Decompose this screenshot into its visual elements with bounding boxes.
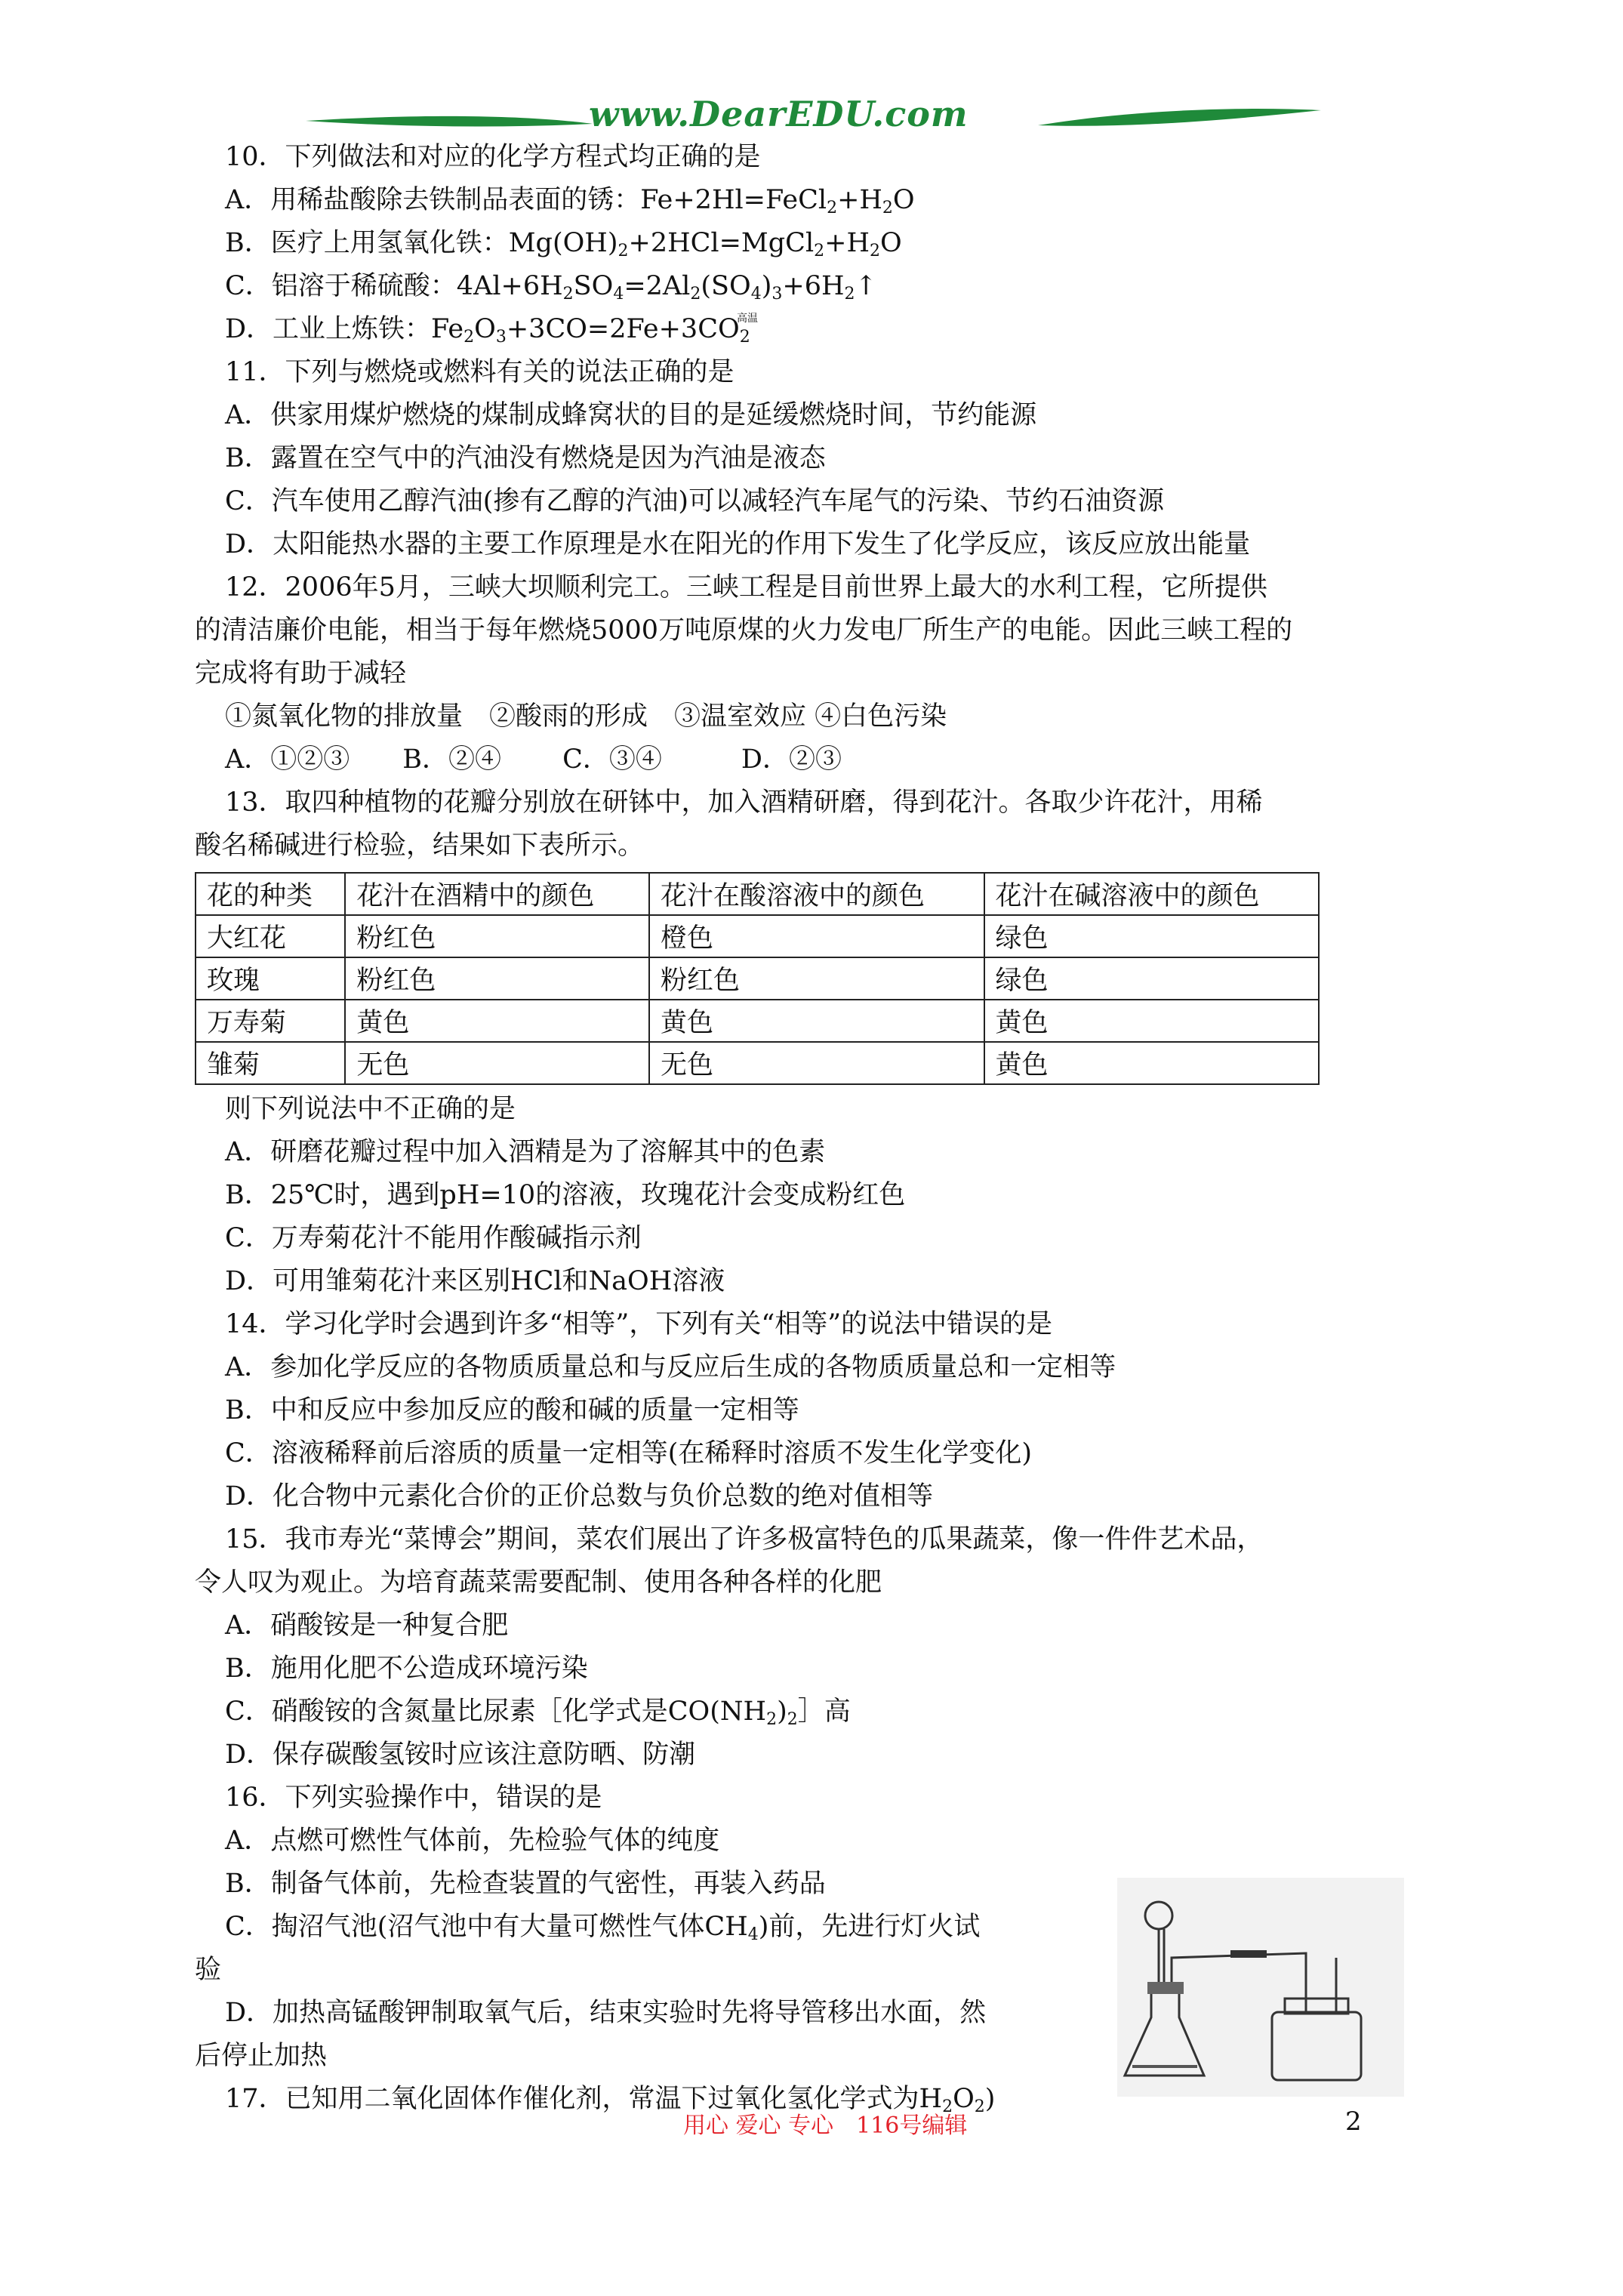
- table-cell: 黄色: [345, 1000, 649, 1042]
- q13-stem-2: 酸名稀碱进行检验，结果如下表所示。: [195, 831, 645, 861]
- q10-stem: 10．下列做法和对应的化学方程式均正确的是: [225, 142, 761, 172]
- q11-option-b: B．露置在空气中的汽油没有燃烧是因为汽油是液态: [225, 443, 826, 473]
- q14-stem: 14．学习化学时会遇到许多“相等”，下列有关“相等”的说法中错误的是: [225, 1309, 1053, 1339]
- q14-option-d: D．化合物中元素化合价的正价总数与负价总数的绝对值相等: [225, 1481, 934, 1512]
- site-url-logo: www.DearEDU.com: [589, 94, 969, 134]
- table-header-cell: 花汁在酸溶液中的颜色: [649, 873, 984, 915]
- q10-option-a: A．用稀盐酸除去铁制品表面的锈：$Fe+2Hl=FeCl_2+H_2O$: [225, 185, 915, 217]
- q13-option-d: D．可用雏菊花汁来区别HCl和NaOH溶液: [225, 1266, 725, 1296]
- q13-option-c: C．万寿菊花汁不能用作酸碱指示剂: [225, 1223, 642, 1253]
- q16-stem: 16．下列实验操作中，错误的是: [225, 1783, 602, 1813]
- q12-stem-1: 12．2006年5月，三峡大坝顺利完工。三峡工程是目前世界上最大的水利工程，它所提供: [225, 572, 1267, 603]
- table-cell: 橙色: [649, 915, 984, 957]
- q11-option-d: D．太阳能热水器的主要工作原理是水在阳光的作用下发生了化学反应，该反应放出能量: [225, 529, 1251, 559]
- lab-apparatus-image: [1117, 1878, 1404, 2097]
- table-cell: 绿色: [984, 957, 1320, 1000]
- table-cell: 万寿菊: [196, 1000, 345, 1042]
- q12-stem-3: 完成将有助于减轻: [195, 658, 407, 689]
- table-row: [196, 915, 1319, 957]
- table-header-cell: 花的种类: [196, 873, 345, 915]
- q16-option-d-2: 后停止加热: [195, 2041, 328, 2071]
- table-row: [196, 957, 1319, 1000]
- table-header-row: [196, 873, 1319, 915]
- q12-items: ①氮氧化物的排放量 ②酸雨的形成 ③温室效应 ④白色污染: [225, 701, 947, 732]
- q13-after: 则下列说法中不正确的是: [225, 1094, 516, 1124]
- q16-option-b: B．制备气体前，先检查装置的气密性，再装入药品: [225, 1869, 826, 1899]
- q11-option-a: A．供家用煤炉燃烧的煤制成蜂窝状的目的是延缓燃烧时间，节约能源: [225, 400, 1037, 430]
- q10-option-c: C．铝溶于稀硫酸：$4Al+6H_2SO_4=2Al_2(SO_4)_3+6H_2↑$: [225, 271, 877, 304]
- q16-option-c-1: C．掏沼气池(沼气池中有大量可燃性气体$CH_4$)前，先进行灯火试: [225, 1912, 981, 1944]
- table-cell: 黄色: [984, 1042, 1320, 1084]
- q13-option-a: A．研磨花瓣过程中加入酒精是为了溶解其中的色素: [225, 1137, 826, 1167]
- table-header-cell: 花汁在酒精中的颜色: [345, 873, 649, 915]
- q11-stem: 11．下列与燃烧或燃料有关的说法正确的是: [225, 357, 735, 387]
- reaction-condition: 高温: [737, 313, 758, 325]
- q17-stem: 17．已知用二氧化固体作催化剂，常温下过氧化氢化学式为$H_2O_2$): [225, 2084, 996, 2116]
- table-cell: 粉红色: [649, 957, 984, 1000]
- exam-page: [195, 136, 1403, 2121]
- table-row: [196, 1042, 1319, 1084]
- q11-option-c: C．汽车使用乙醇汽油(掺有乙醇的汽油)可以减轻汽车尾气的污染、节约石油资源: [225, 486, 1165, 516]
- q12-stem-2: 的清洁廉价电能，相当于每年燃烧5000万吨原煤的火力发电厂所生产的电能。因此三峡工程的: [195, 615, 1293, 646]
- q13-stem-1: 13．取四种植物的花瓣分别放在研钵中，加入酒精研磨，得到花汁。各取少许花汁，用稀: [225, 787, 1263, 818]
- table-row: [196, 1000, 1319, 1042]
- q14-option-b: B．中和反应中参加反应的酸和碱的质量一定相等: [225, 1395, 799, 1425]
- page-number: 2: [1345, 2106, 1362, 2137]
- q16-option-d-1: D．加热高锰酸钾制取氧气后，结束实验时先将导管移出水面，然: [225, 1998, 987, 2028]
- q15-option-a: A．硝酸铵是一种复合肥: [225, 1610, 509, 1641]
- q13-option-b: B．25℃时，遇到pH=10的溶液，玫瑰花汁会变成粉红色: [225, 1180, 906, 1210]
- table-cell: 大红花: [196, 915, 345, 957]
- table-cell: 黄色: [984, 1000, 1320, 1042]
- table-cell: 粉红色: [345, 957, 649, 1000]
- flower-color-table: [195, 872, 1320, 1085]
- q12-options: A．①②③ B．②④ C．③④ D．②③: [225, 744, 842, 775]
- table-cell: 粉红色: [345, 915, 649, 957]
- table-cell: 黄色: [649, 1000, 984, 1042]
- q15-stem-1: 15．我市寿光“菜博会”期间，菜农们展出了许多极富特色的瓜果蔬菜，像一件件艺术品，: [225, 1524, 1264, 1555]
- table-cell: 绿色: [984, 915, 1320, 957]
- footer-credit: 用心 爱心 专心 116号编辑: [683, 2113, 968, 2139]
- table-cell: 无色: [649, 1042, 984, 1084]
- q16-option-c-2: 验: [195, 1955, 222, 1985]
- q10-option-d: 高温 D．工业上炼铁：$Fe_2O_3+3CO=2Fe+3CO_2$: [225, 308, 1403, 351]
- q14-option-c: C．溶液稀释前后溶质的质量一定相等(在稀释时溶质不发生化学变化): [225, 1438, 1033, 1469]
- table-cell: 无色: [345, 1042, 649, 1084]
- q14-option-a: A．参加化学反应的各物质质量总和与反应后生成的各物质质量总和一定相等: [225, 1352, 1116, 1382]
- q15-option-d: D．保存碳酸氢铵时应该注意防晒、防潮: [225, 1740, 696, 1770]
- q16-option-a: A．点燃可燃性气体前，先检验气体的纯度: [225, 1826, 720, 1856]
- q15-option-b: B．施用化肥不公造成环境污染: [225, 1653, 588, 1684]
- q10-option-b: B．医疗上用氢氧化铁：$Mg(OH)_2+2HCl=MgCl_2+H_2O$: [225, 228, 902, 260]
- q15-option-c: C．硝酸铵的含氮量比尿素［化学式是$CO(NH_2)_2]$高: [225, 1697, 851, 1729]
- table-header-cell: 花汁在碱溶液中的颜色: [984, 873, 1320, 915]
- table-cell: 玫瑰: [196, 957, 345, 1000]
- table-cell: 雏菊: [196, 1042, 345, 1084]
- q15-stem-2: 令人叹为观止。为培育蔬菜需要配制、使用各种各样的化肥: [195, 1567, 882, 1598]
